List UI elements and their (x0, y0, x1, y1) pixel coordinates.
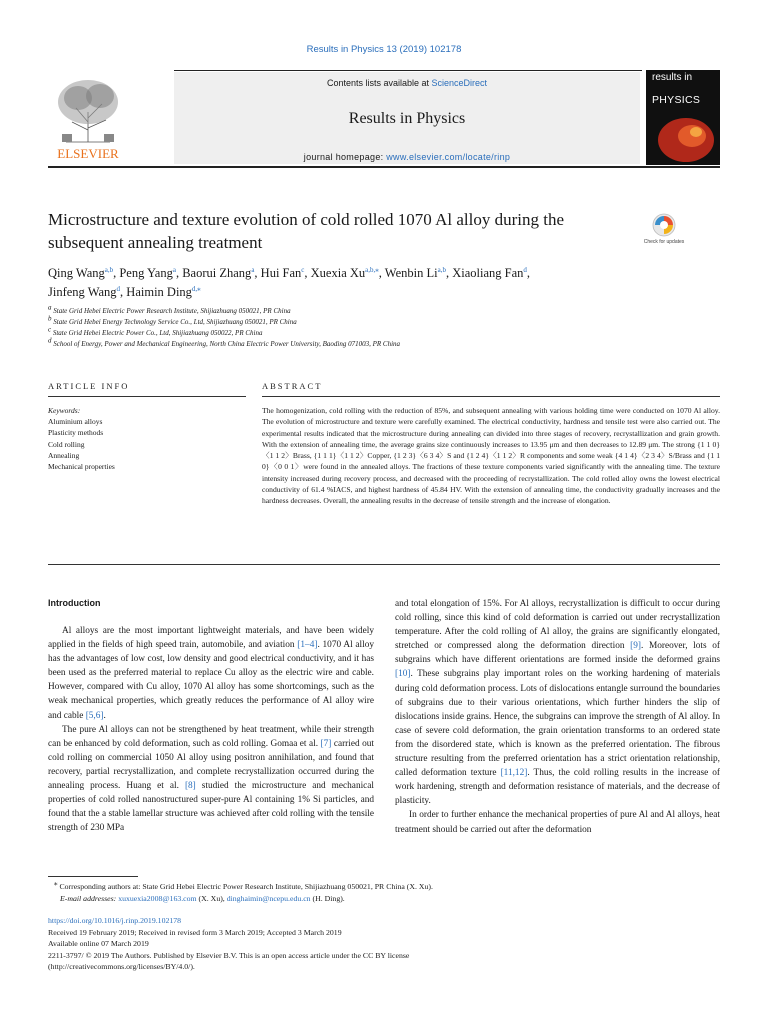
check-updates-label: Check for updates (643, 239, 685, 245)
reference-link[interactable]: [9] (630, 641, 641, 652)
homepage-line (174, 152, 640, 162)
license-line1: 2211-3797/ © 2019 The Authors. Published by Elsevier B.V. This is an open access article under the CC BY license (48, 950, 410, 960)
author: Baorui Zhang$^a$, (182, 265, 261, 280)
corresponding-author-note: ⁎ Corresponding authors at: State Grid Hebei Electric Power Research Institute, Shijiazhuang 050021, PR China (X. Xu). (54, 879, 433, 891)
cover-title-line1: results in (652, 72, 693, 83)
reference-link[interactable]: [11,12] (500, 768, 528, 779)
cover-art-icon (646, 110, 720, 165)
body-paragraph: The pure Al alloys can not be strengthened by heat treatment, while their strength can be enhanced by cold deformation, such as cold rolling. Gomaa et al. [7] carried out cold rolling on commercial 1050 Al alloy using positron annihilation, and found that recovery, partial recrystallization, and complete recrystallization occurred during the annealing process. Huang et al. [8] studied the microstructure and mechanical properties of cold rolled nanostructured super-pure Al containing 1% Si particles, and found that the a stable lamellar structure was achieved after cold rolling with the tensile strength of 230 MPa (48, 724, 375, 834)
available-date: Available online 07 March 2019 (48, 939, 149, 949)
article-title: Microstructure and texture evolution of cold rolled 1070 Al alloy during the subsequent annealing treatment (48, 210, 565, 252)
affiliation-item: $^c$ State Grid Hebei Electric Power Co., Ltd, Shijiazhuang 050022, PR China (48, 325, 263, 337)
email-note: E-mail addresses: xuxuexia2008@163.com (X. Xu), dinghaimin@ncepu.edu.cn (H. Ding). (60, 893, 345, 903)
email-link[interactable]: xuxuexia2008@163.com (118, 893, 197, 903)
publication-info (48, 915, 720, 973)
keyword-item: Plasticity methods (48, 428, 104, 438)
keywords-block (48, 405, 246, 472)
article-info-heading: ARTICLE INFO (48, 381, 130, 391)
cover-title-line2: PHYSICS (652, 94, 701, 106)
journal-citation-link[interactable]: Results in Physics 13 (2019) 102178 (306, 44, 462, 55)
author: Haimin Ding$^{d,⁎}$ (126, 284, 201, 299)
header-top-rule (174, 70, 642, 71)
contents-prefix: Contents lists available at (326, 78, 432, 88)
keywords-label: Keywords: (48, 406, 81, 415)
introduction-heading: Introduction (48, 598, 101, 608)
author: Hui Fan$^c$, (260, 265, 311, 280)
abstract-heading: ABSTRACT (262, 381, 323, 391)
author: Qing Wang$^{a,b}$, (48, 265, 120, 280)
homepage-prefix: journal homepage: (303, 152, 387, 162)
body-column-left (48, 624, 374, 835)
abstract-bottom-rule (48, 564, 720, 565)
body-paragraph: Al alloys are the most important lightweight materials, and have been widely applied in the fields of high speed train, automobile, and aviation [1–4]. 1070 Al alloy has the advantages of low cost, low density and good electrical conductivity, and it has been used as the preferred material to replace Cu alloy as the electric wire and cable. However, compared with Cu alloy, 1070 Al alloy has some shortcomings, such as the weak mechanical properties, which greatly reduces the performance of Al alloy wire and cable [5,6]. (48, 626, 375, 721)
reference-link[interactable]: [5,6] (85, 710, 104, 721)
journal-header-center (174, 72, 640, 164)
abstract-rule (262, 396, 720, 397)
keyword-item: Annealing (48, 450, 80, 460)
journal-title: Results in Physics (348, 110, 466, 127)
footnotes (48, 881, 720, 904)
author: Peng Yang$^a$, (119, 265, 183, 280)
journal-header (48, 72, 642, 165)
author: Jinfeng Wang$^d$, (48, 284, 127, 299)
doi-link[interactable]: https://doi.org/10.1016/j.rinp.2019.102178 (48, 916, 182, 925)
email-link[interactable]: dinghaimin@ncepu.edu.cn (226, 893, 311, 903)
author-list (48, 264, 698, 302)
reference-link[interactable]: [10] (395, 669, 411, 680)
header-bottom-rule (48, 166, 720, 168)
sciencedirect-link[interactable]: ScienceDirect (431, 78, 488, 88)
keyword-item: Cold rolling (48, 439, 85, 449)
keyword-item: Mechanical properties (48, 462, 115, 472)
elsevier-logo (48, 72, 128, 162)
affiliation-item: $^b$ State Grid Hebei Energy Technology Service Co., Ltd, Shijiazhuang 050021, PR China (48, 314, 297, 326)
body-paragraph: and total elongation of 15%. For Al alloys, recrystallization is difficult to occur during cold rolling, since this kind of cold deformation is carried out under recrystallization temperature. After the cold rolling of Al alloy, the grains are significantly elongated, stretched or compressed along the deformation direction [9]. Moreover, lots of subgrains which have different orientations are formed inside the deformed grains [10]. These subgrains play important roles on the working hardening of materials during cold deformation process. Lots of dislocations entangle surround the boundaries of subgrains due to their various orientations, which further hinders the slip of dislocations inside grains. Hence, the subgrains can improve the strength of Al alloy. In case of severe cold deformation, the grain orientation transforms to an ordered state from the disordered state, which is known as the preferred orientation. The fibrous structure resulting from the preferred orientation has a strict orientation relationship, called deformation texture [11,12]. Thus, the cold rolling results in the increase of work hardening, strength and deformation resistance of materials, and the decrease of plasticity. (395, 599, 720, 807)
affiliation-item: $^a$ State Grid Hebei Electric Power Research Institute, Shijiazhuang 050021, PR China (48, 303, 291, 315)
received-dates: Received 19 February 2019; Received in revised form 3 March 2019; Accepted 3 March 2019 (48, 927, 342, 937)
check-for-updates-button[interactable] (643, 212, 685, 252)
body-column-right (395, 597, 720, 837)
body-paragraph: In order to further enhance the mechanical properties of pure Al and Al alloys, heat treatment should be carried out after the deformation (395, 810, 720, 835)
article-info-rule (48, 396, 246, 397)
author: Wenbin Li$^{a,b}$, (384, 265, 453, 280)
reference-link[interactable]: [8] (184, 781, 196, 792)
footnote-rule (48, 876, 138, 877)
reference-link[interactable]: [7] (320, 738, 332, 749)
author: Xuexia Xu$^{a,b,⁎}$, (310, 265, 385, 280)
affiliations (48, 303, 698, 350)
journal-cover-image (646, 70, 720, 165)
elsevier-wordmark: ELSEVIER (57, 146, 119, 161)
license-line2: (http://creativecommons.org/licenses/BY/4.0/). (48, 962, 195, 972)
author: Xiaoliang Fan$^d$, (452, 265, 531, 280)
contents-line (174, 78, 640, 88)
journal-homepage-link[interactable]: www.elsevier.com/locate/rinp (386, 152, 511, 162)
reference-link[interactable]: [1–4] (297, 640, 318, 651)
affiliation-item: $^d$ School of Energy, Power and Mechanical Engineering, North China Electric Power University, Baoding 071003, PR China (48, 336, 401, 348)
keyword-item: Aluminium alloys (48, 417, 103, 427)
abstract-text: The homogenization, cold rolling with the reduction of 85%, and subsequent annealing with various holding time were conducted on 1070 Al alloy. The evolution of microstructure and texture were carefully examined. The electrical conductivity, hardness and tensile test were also carried out. The experimental results indicated that the microstructure during annealing can divided into three stages of recovery, recrystallization and grain growth. With the extension of annealing time, the average grains size continuously increases to 13.95 μm and then decreases to 12.89 μm. The strong {1 1 0}〈1 1 2〉Brass, {1 1 1}〈1 1 2〉Copper, {1 2 3}〈6 3 4〉S and {1 2 4}〈1 1 2〉R components and some weak {4 1 4}〈2 3 4〉S/Brass and {1 1 0}〈0 0 1〉were found in the annealed alloys. The fractions of these texture components varied significantly with the annealing time. The texture intensity increased during recovery process, and decreased with the proceeding of recrystallization. The cold rolled alloy owns the lowest electrical conductivity of 61.4 %IACS, and highest hardness of 45.84 HV. With the extension of annealing time, the conductivity gradually increases and the hardness decreases. Overall, the annealing results in the decrease of tensile strength and the increase of elongation. (262, 406, 720, 506)
